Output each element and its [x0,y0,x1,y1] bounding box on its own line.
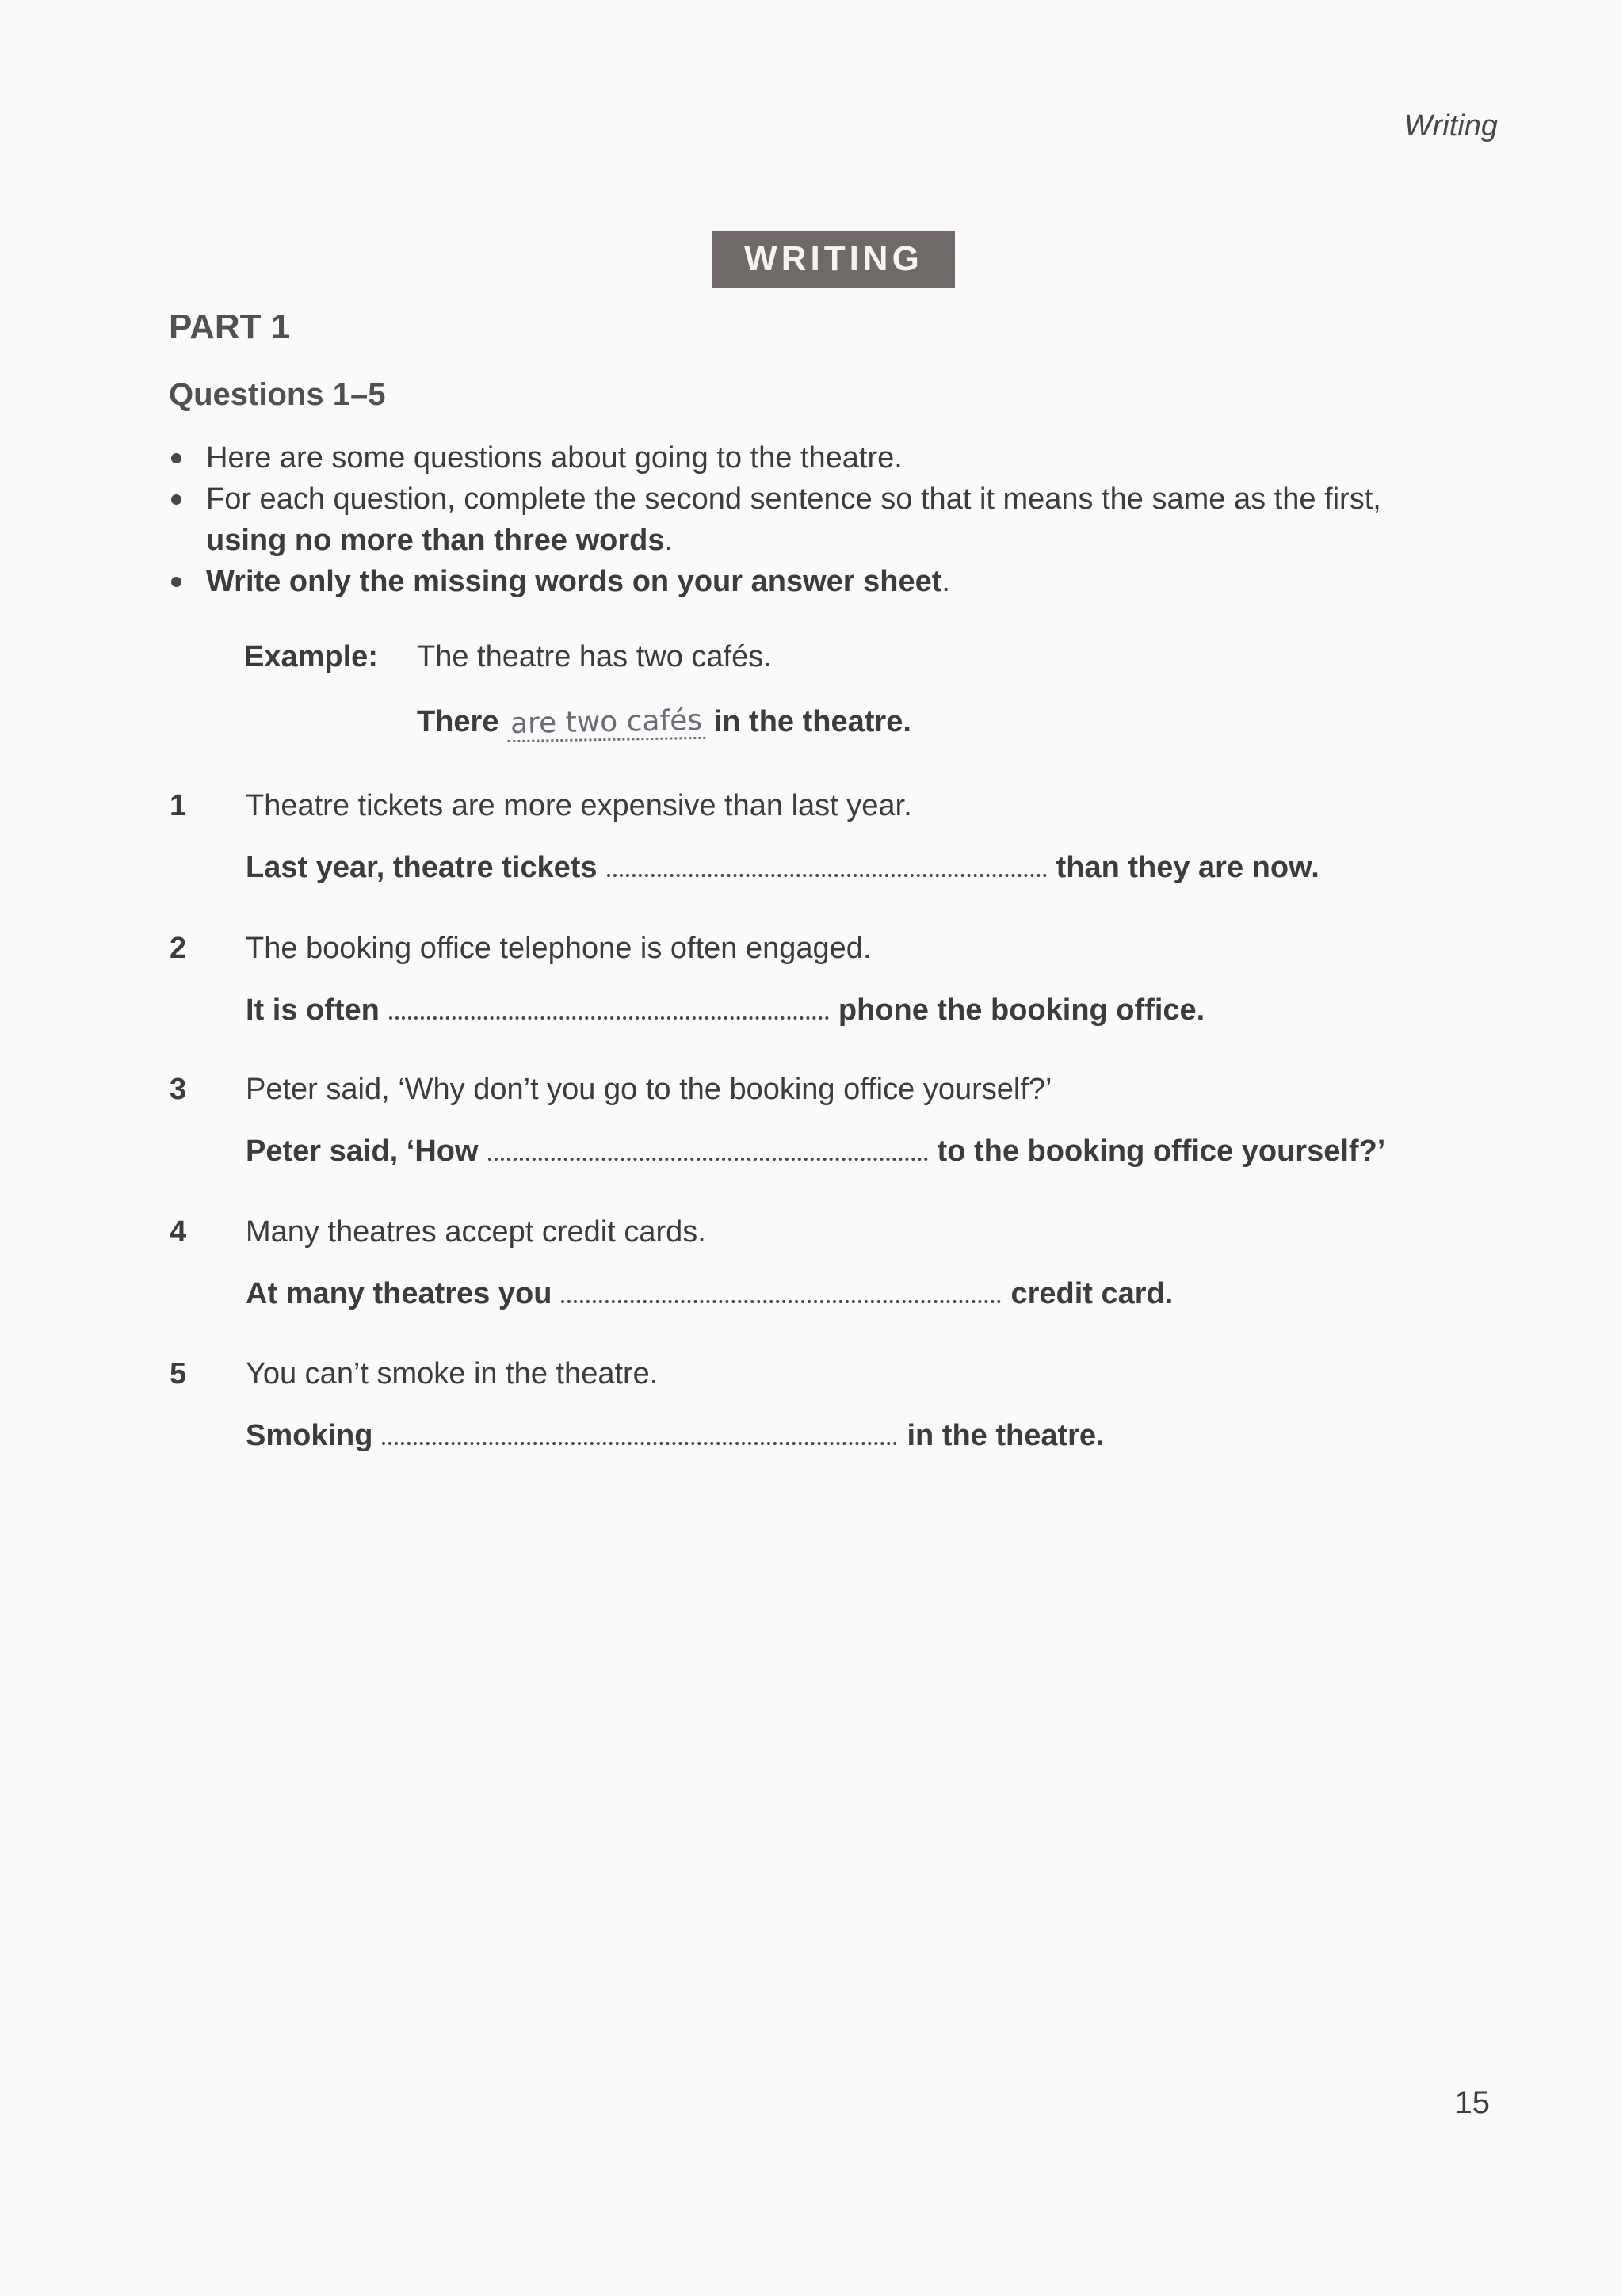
question-number: 4 [170,1215,187,1249]
answer-start: Smoking [246,1419,373,1452]
question-sentence: You can’t smoke in the theatre. [246,1357,659,1390]
instructions-list [166,437,1466,602]
questions-heading: Questions 1–5 [169,377,386,412]
instruction-punctuation: . [941,565,950,598]
instruction-item [166,437,1466,479]
answer-start: Last year, theatre tickets [246,851,598,884]
answer-gap[interactable] [389,996,829,1020]
answer-gap[interactable] [561,1280,1001,1303]
instruction-item [166,561,1466,602]
answer-end: than they are now. [1056,851,1319,884]
section-banner: WRITING [712,231,955,288]
part-heading: PART 1 [169,307,291,346]
example-answer-end: in the theatre. [713,705,911,738]
bullet-icon [171,453,181,463]
question-number: 2 [170,932,187,965]
running-head: Writing [1403,109,1498,143]
instruction-emphasis: Write only the missing words on your answer sheet [206,565,942,598]
question-sentence: Peter said, ‘Why don’t you go to the booking office yourself?’ [246,1073,1052,1106]
example-label: Example: [244,640,378,673]
question-sentence: Many theatres accept credit cards. [246,1215,706,1249]
question-number: 5 [170,1357,187,1390]
answer-end: credit card. [1010,1277,1174,1310]
instruction-emphasis: using no more than three words [206,524,665,557]
answer-end: phone the booking office. [838,994,1205,1027]
question-sentence: The booking office telephone is often engaged. [246,932,872,965]
question-answer-line [246,1419,1105,1453]
answer-start: It is often [246,994,380,1027]
question-answer-line [246,1277,1173,1311]
bullet-icon [171,494,181,505]
answer-end: in the theatre. [907,1419,1105,1452]
instruction-punctuation: . [664,524,674,557]
example-block [244,640,911,741]
bullet-icon [171,577,181,587]
answer-gap[interactable] [488,1137,928,1161]
instruction-item [166,479,1466,561]
example-answer [417,705,911,741]
answer-gap[interactable] [607,853,1047,877]
question-number: 1 [170,789,187,822]
answer-end: to the booking office yourself?’ [937,1135,1386,1168]
question-answer-line [246,994,1205,1028]
answer-start: Peter said, ‘How [246,1135,479,1168]
answer-start: At many theatres you [246,1277,552,1310]
question-answer-line [246,1135,1385,1169]
page-number: 15 [1454,2085,1490,2120]
answer-gap[interactable] [382,1421,897,1445]
example-answer-start: There [417,705,499,738]
instruction-text: For each question, complete the second sentence so that it means the same as the first, [206,482,1381,516]
example-sentence: The theatre has two cafés. [417,640,772,673]
question-number: 3 [170,1073,187,1106]
question-sentence: Theatre tickets are more expensive than last year. [246,789,912,822]
instruction-text: Here are some questions about going to the theatre. [206,441,903,475]
handwritten-answer: are two cafés [507,704,706,742]
question-answer-line [246,851,1319,885]
